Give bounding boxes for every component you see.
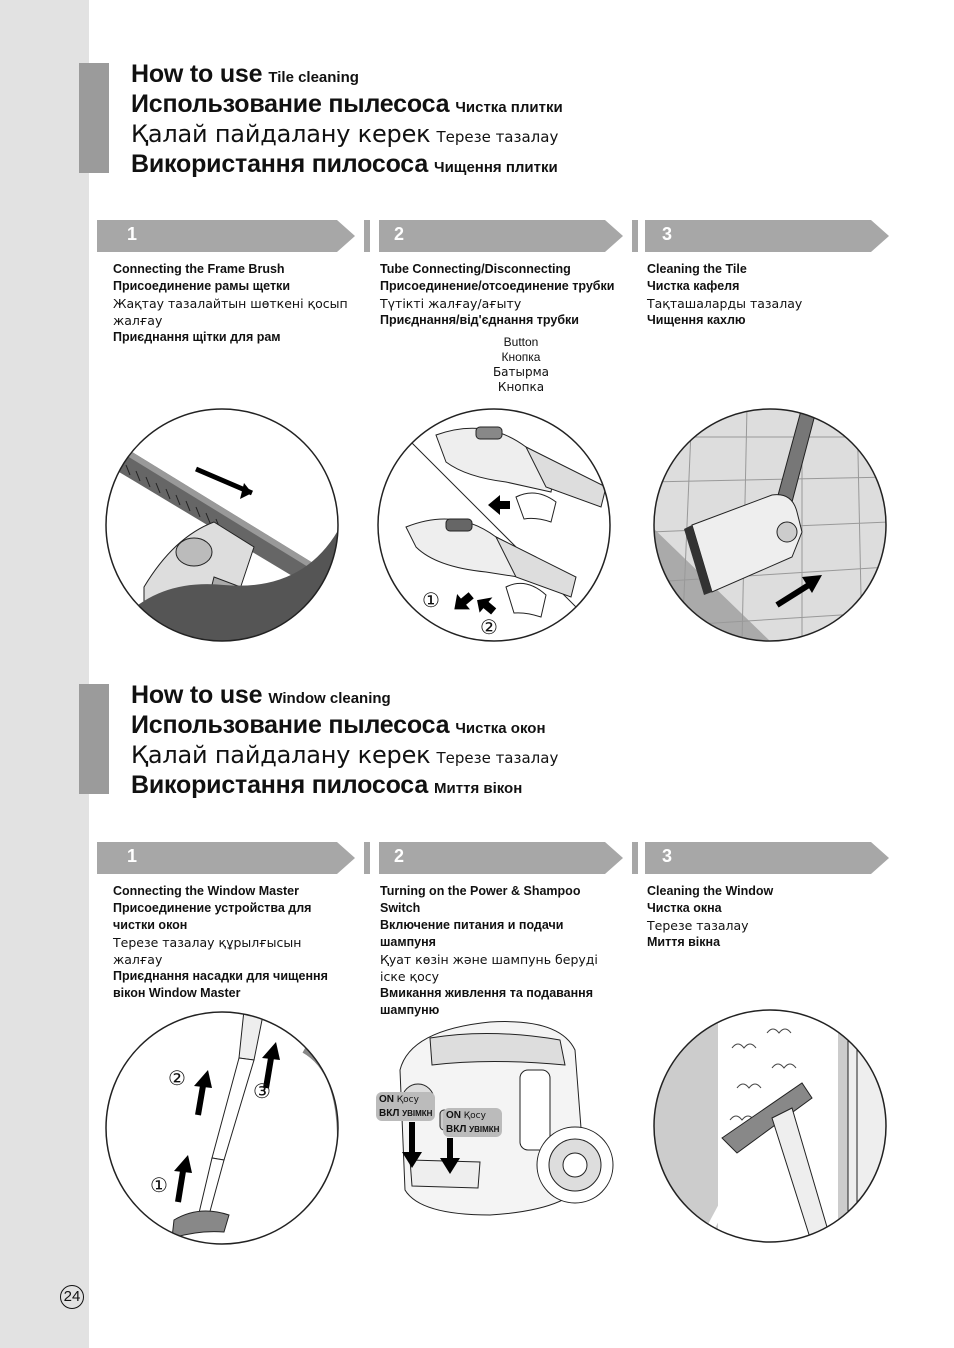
button-label	[486, 335, 556, 395]
heading-sub-en: Window cleaning	[268, 690, 391, 707]
desc-ua: Вмикання живлення та подавання шампуню	[380, 986, 594, 1017]
desc-ru: Присоединение рамы щетки	[113, 279, 291, 293]
on-label: ON	[379, 1094, 394, 1105]
desc-en: Cleaning the Tile	[647, 262, 747, 276]
step-band-2	[364, 220, 623, 252]
desc-ru: Включение питания и подачи шампуня	[380, 918, 564, 949]
desc-en: Connecting the Frame Brush	[113, 262, 285, 276]
label-ua: Кнопка	[497, 380, 545, 394]
desc-kz: Тақташаларды тазалау	[647, 296, 803, 311]
step-1-description	[113, 261, 375, 346]
step-tab	[645, 842, 889, 874]
on-kz-label: Қосу	[463, 1111, 486, 1121]
desc-en: Connecting the Window Master	[113, 884, 299, 898]
desc-ru: Присоединение/отсоединение трубки	[380, 279, 615, 293]
heading-sub-en: Tile cleaning	[268, 69, 359, 86]
callout-2: ②	[168, 1068, 186, 1090]
on-switch-label-2	[443, 1108, 502, 1137]
desc-kz: Терезе тазалау құрылғысын жалғау	[113, 935, 302, 967]
step-tick	[364, 842, 370, 874]
section-heading	[131, 681, 558, 801]
desc-ru: Присоединение устройства для чистки окон	[113, 901, 312, 932]
heading-main-kz: Қалай пайдалану керек	[131, 120, 431, 148]
left-margin-strip	[0, 0, 89, 1348]
heading-main-kz: Қалай пайдалану керек	[131, 741, 431, 769]
step-tab	[645, 220, 889, 252]
heading-sub-ua: Чищення плитки	[434, 159, 558, 176]
desc-en: Turning on the Power & Shampoo Switch	[380, 884, 581, 915]
on-switch-label	[376, 1092, 435, 1121]
heading-sub-ru: Чистка плитки	[455, 99, 563, 116]
heading-sub-kz: Терезе тазалау	[436, 749, 559, 767]
callout-1: ①	[150, 1175, 168, 1197]
desc-en: Tube Connecting/Disconnecting	[380, 262, 571, 276]
illustration-window-master-connecting	[104, 1010, 340, 1246]
desc-en: Cleaning the Window	[647, 884, 774, 898]
illustration-frame-brush	[104, 407, 340, 643]
heading-main-ru: Использование пылесоса	[131, 711, 450, 739]
section-marker-bar	[79, 63, 109, 173]
page-number: 24	[60, 1285, 84, 1309]
step-1-description	[113, 883, 348, 1002]
step-number: 2	[394, 846, 405, 866]
on-label: ON	[446, 1110, 461, 1121]
illustration-tube-connecting	[376, 407, 612, 643]
uvimkn-label: УВІМКН	[402, 1109, 433, 1118]
desc-kz: Жақтау тазалайтын шөткені қосып жалғау	[113, 296, 348, 328]
step-tab	[379, 220, 623, 252]
vkl-label: ВКЛ	[446, 1124, 467, 1135]
callout-1: ①	[422, 590, 440, 612]
step-2-description	[380, 261, 650, 329]
on-kz-label: Қосу	[396, 1095, 419, 1105]
step-tick	[364, 220, 370, 252]
step-number: 1	[127, 224, 138, 244]
illustration-vacuum-switch	[370, 1010, 630, 1230]
section-heading	[131, 60, 563, 180]
step-band-1	[97, 220, 355, 252]
step-tick	[632, 220, 638, 252]
desc-ua: Чищення кахлю	[647, 313, 746, 327]
desc-ru: Чистка кафеля	[647, 279, 740, 293]
heading-main-en: How to use	[131, 60, 263, 88]
desc-kz: Түтікті жалғау/ағыту	[380, 296, 522, 311]
step-band-1	[97, 842, 355, 874]
illustration-tile-cleaning	[652, 407, 888, 643]
step-number: 1	[127, 846, 138, 866]
heading-main-en: How to use	[131, 681, 263, 709]
desc-ua: Приєднання щітки для рам	[113, 330, 281, 344]
step-3-description	[647, 883, 909, 951]
uvimkn-label: УВІМКН	[469, 1125, 500, 1134]
step-2-description	[380, 883, 618, 1019]
callout-2: ②	[480, 617, 498, 639]
heading-main-ua: Використання пилососа	[131, 771, 429, 799]
desc-ua: Миття вікна	[647, 935, 721, 949]
heading-sub-kz: Терезе тазалау	[436, 128, 559, 146]
desc-kz: Терезе тазалау	[647, 918, 749, 933]
illustration-window-cleaning	[652, 1008, 888, 1244]
desc-ru: Чистка окна	[647, 901, 722, 915]
step-number: 2	[394, 224, 405, 244]
vkl-label: ВКЛ	[379, 1108, 400, 1119]
step-band-3	[632, 220, 889, 252]
heading-main-ru: Использование пылесоса	[131, 90, 450, 118]
desc-ua: Приєднання насадки для чищення вікон Window Master	[113, 969, 328, 1000]
heading-sub-ua: Миття вікон	[434, 780, 523, 797]
step-band-3	[632, 842, 889, 874]
label-ru: Кнопка	[501, 350, 541, 364]
desc-kz: Қуат көзін және шампунь беруді іске қосу	[380, 952, 598, 984]
section-marker-bar	[79, 684, 109, 794]
step-tab	[379, 842, 623, 874]
callout-3: ③	[253, 1081, 271, 1103]
label-en: Button	[503, 335, 539, 349]
desc-ua: Приєднання/від'єднання трубки	[380, 313, 579, 327]
step-number: 3	[662, 846, 673, 866]
heading-main-ua: Використання пилососа	[131, 150, 429, 178]
label-kz: Батырма	[492, 365, 550, 379]
step-number: 3	[662, 224, 673, 244]
step-band-2	[364, 842, 623, 874]
heading-sub-ru: Чистка окон	[455, 720, 546, 737]
step-3-description	[647, 261, 909, 329]
step-tick	[632, 842, 638, 874]
